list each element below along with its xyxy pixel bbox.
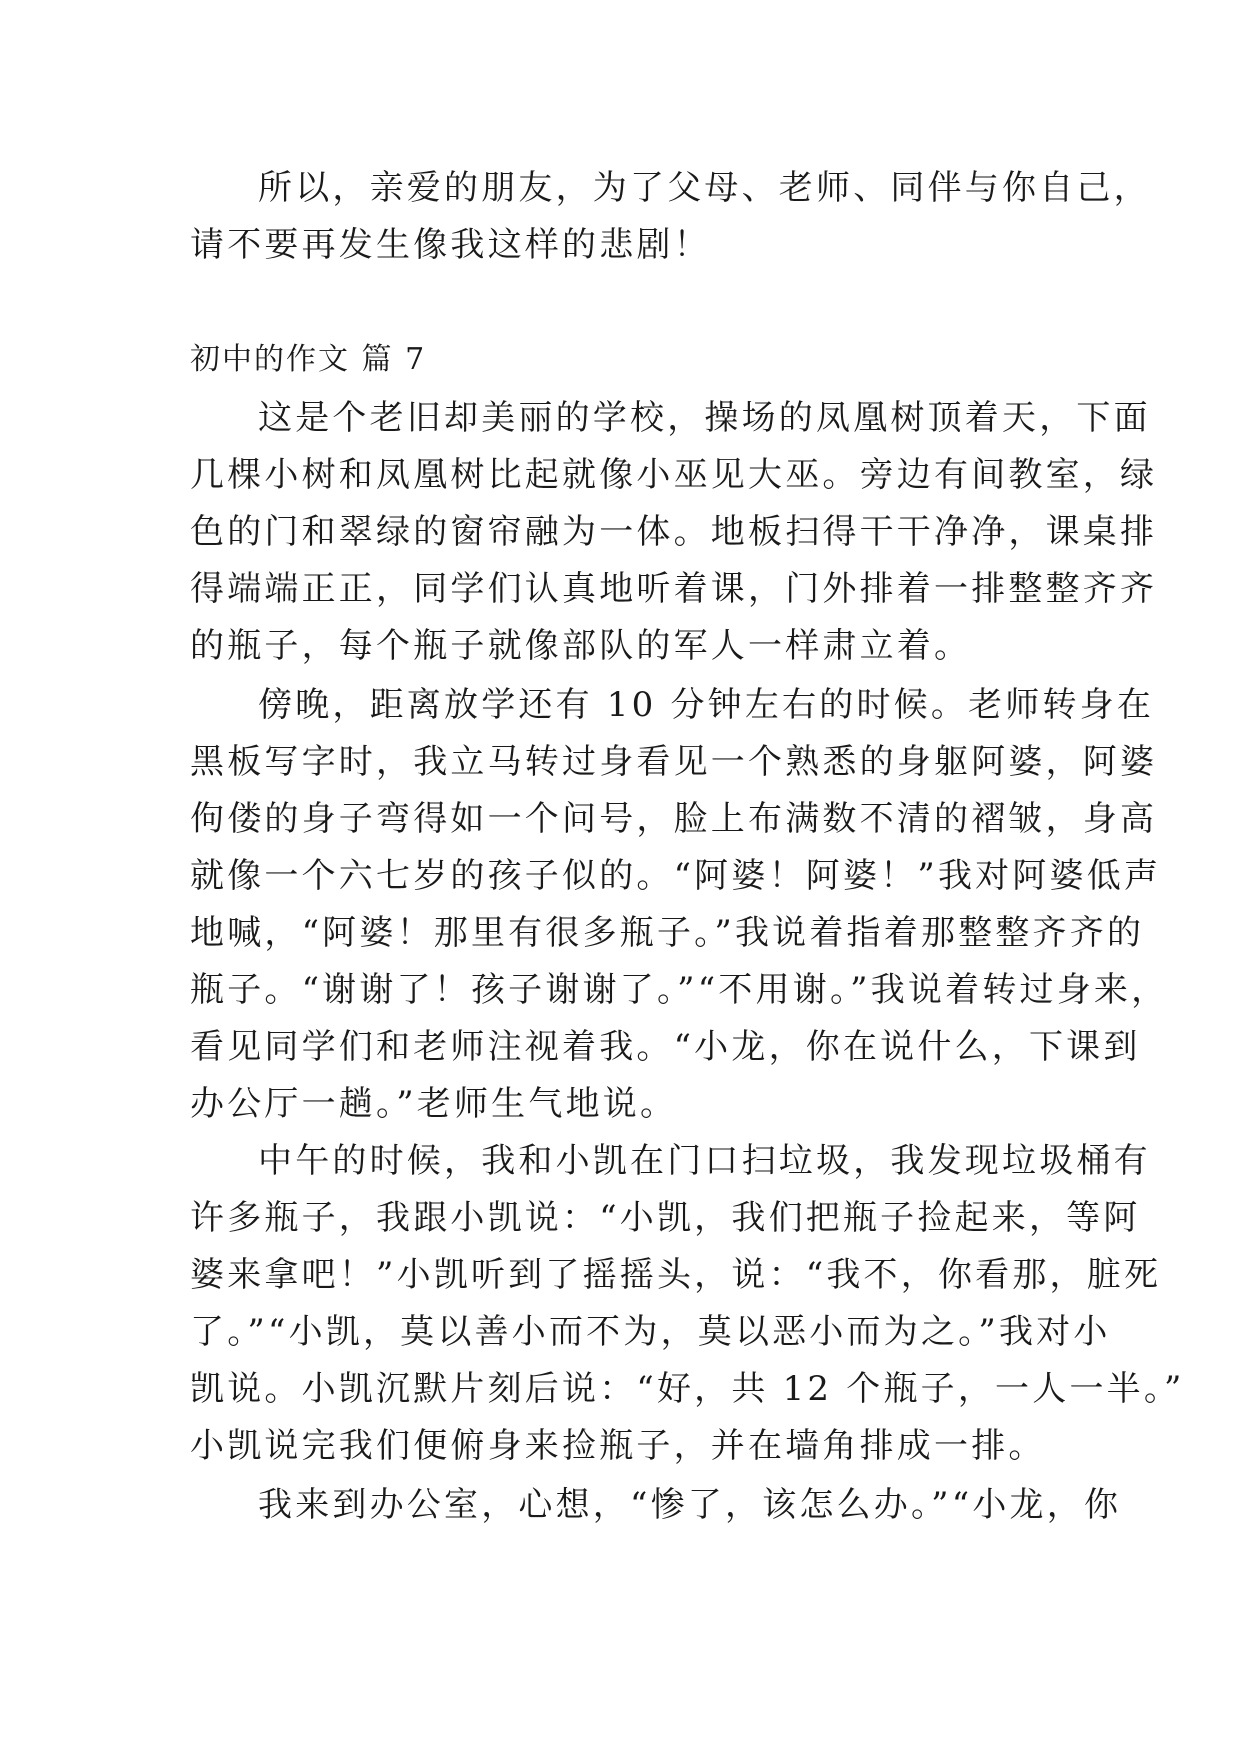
text-line: 瓶子。“谢谢了！孩子谢谢了。”“不用谢。”我说着转过身来，	[190, 970, 1169, 1010]
text-line: 办公厅一趟。”老师生气地说。	[190, 1084, 678, 1124]
text-line: 我来到办公室，心想，“惨了，该怎么办。”“小龙，你	[258, 1485, 1122, 1525]
text-line: 色的门和翠绿的窗帘融为一体。地板扫得干干净净，课桌排	[190, 512, 1158, 552]
text-line: 请不要再发生像我这样的悲剧！	[190, 225, 711, 265]
text-line: 佝偻的身子弯得如一个问号，脸上布满数不清的褶皱，身高	[190, 799, 1158, 839]
text-line: 这是个老旧却美丽的学校，操场的凤凰树顶着天，下面	[258, 398, 1151, 438]
text-line: 凯说。小凯沉默片刻后说：“好，共 12 个瓶子，一人一半。”	[190, 1369, 1185, 1409]
text-line: 就像一个六七岁的孩子似的。“阿婆！阿婆！”我对阿婆低声	[190, 856, 1162, 896]
text-line: 的瓶子，每个瓶子就像部队的军人一样肃立着。	[190, 626, 972, 666]
text-line: 婆来拿吧！”小凯听到了摇摇头，说：“我不，你看那，脏死	[190, 1255, 1162, 1295]
text-line: 地喊，“阿婆！那里有很多瓶子。”我说着指着那整整齐齐的	[190, 913, 1145, 953]
text-line: 黑板写字时，我立马转过身看见一个熟悉的身躯阿婆，阿婆	[190, 742, 1158, 782]
text-line: 了。”“小凯，莫以善小而不为，莫以恶小而为之。”我对小	[190, 1312, 1111, 1352]
section-heading: 初中的作文 篇 7	[190, 342, 427, 377]
text-line: 得端端正正，同学们认真地听着课，门外排着一排整整齐齐	[190, 569, 1158, 609]
text-line: 许多瓶子，我跟小凯说：“小凯，我们把瓶子捡起来，等阿	[190, 1198, 1141, 1238]
text-line: 小凯说完我们便俯身来捡瓶子，并在墙角排成一排。	[190, 1426, 1046, 1466]
text-line: 傍晚，距离放学还有 10 分钟左右的时候。老师转身在	[258, 685, 1155, 725]
text-line: 看见同学们和老师注视着我。“小龙，你在说什么，下课到	[190, 1027, 1141, 1067]
text-line: 中午的时候，我和小凯在门口扫垃圾，我发现垃圾桶有	[258, 1141, 1151, 1181]
text-line: 所以，亲爱的朋友，为了父母、老师、同伴与你自己，	[258, 168, 1151, 208]
text-line: 几棵小树和凤凰树比起就像小巫见大巫。旁边有间教室，绿	[190, 455, 1158, 495]
